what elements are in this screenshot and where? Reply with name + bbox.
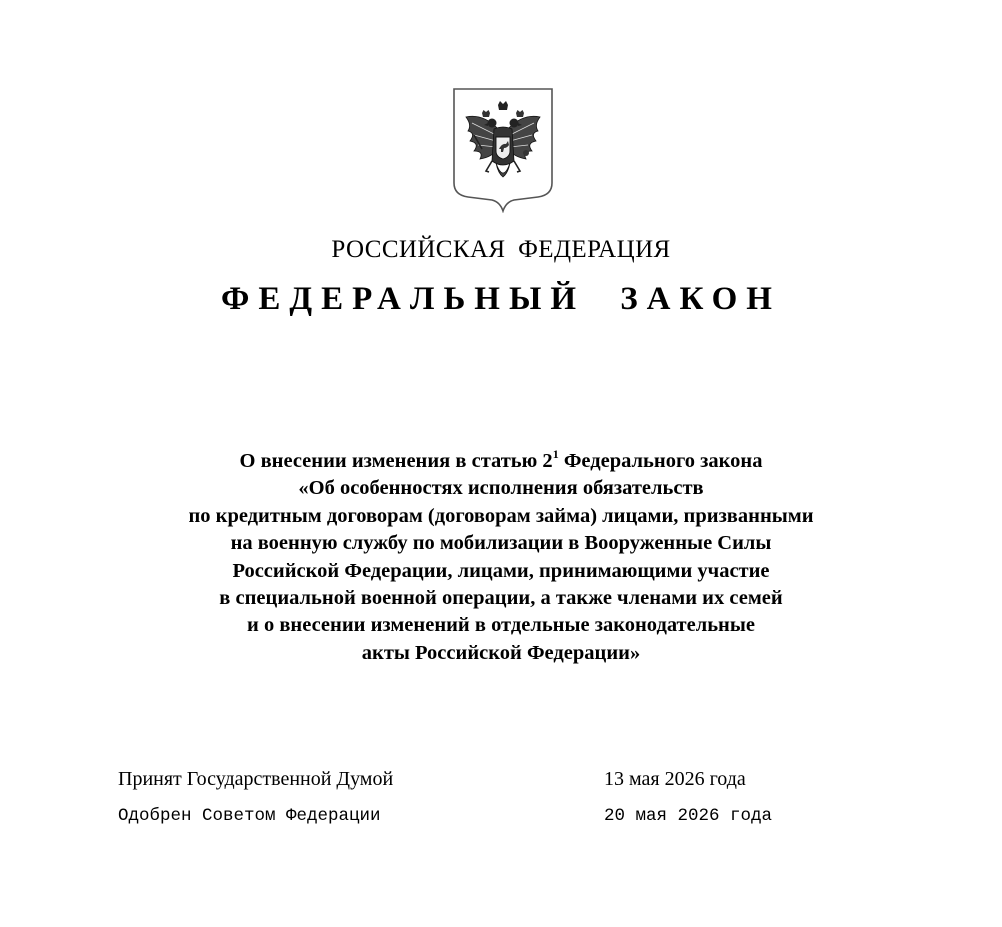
council-approval-label: Одобрен Советом Федерации — [118, 806, 381, 826]
country-name: РОССИЙСКАЯ ФЕДЕРАЦИЯ — [331, 236, 671, 263]
law-title-line-5: Российской Федерации, лицами, принимающими участие — [232, 559, 770, 582]
law-title-line-1-start: О внесении изменения в статью 2 — [239, 450, 553, 472]
law-title-line-8: акты Российской Федерации» — [361, 641, 641, 664]
law-title-line-2: «Об особенностях исполнения обязательств — [298, 477, 704, 500]
law-title-line-6: в специальной военной операции, а также членами их семей — [219, 587, 783, 610]
duma-adoption-label: Принят Государственной Думой — [118, 768, 394, 790]
coat-of-arms-icon — [452, 87, 554, 213]
duma-adoption-date: 13 мая 2026 года — [604, 768, 746, 790]
law-title-line-7: и о внесении изменений в отдельные законодательные — [247, 614, 755, 637]
article-superscript: 1 — [552, 447, 559, 461]
document-type: ФЕДЕРАЛЬНЫЙ ЗАКОН — [221, 281, 781, 317]
law-title-line-3: по кредитным договорам (договорам займа) лицами, призванными — [188, 504, 814, 527]
law-title — [0, 448, 1002, 667]
duma-adoption-row — [118, 768, 818, 798]
law-title-line-1-end: Федерального закона — [558, 450, 763, 472]
law-title-line-4: на военную службу по мобилизации в Вооруженные Силы — [230, 532, 772, 555]
council-approval-row — [118, 806, 818, 836]
council-approval-date: 20 мая 2026 года — [604, 806, 773, 826]
law-title-line-1 — [0, 448, 1002, 475]
